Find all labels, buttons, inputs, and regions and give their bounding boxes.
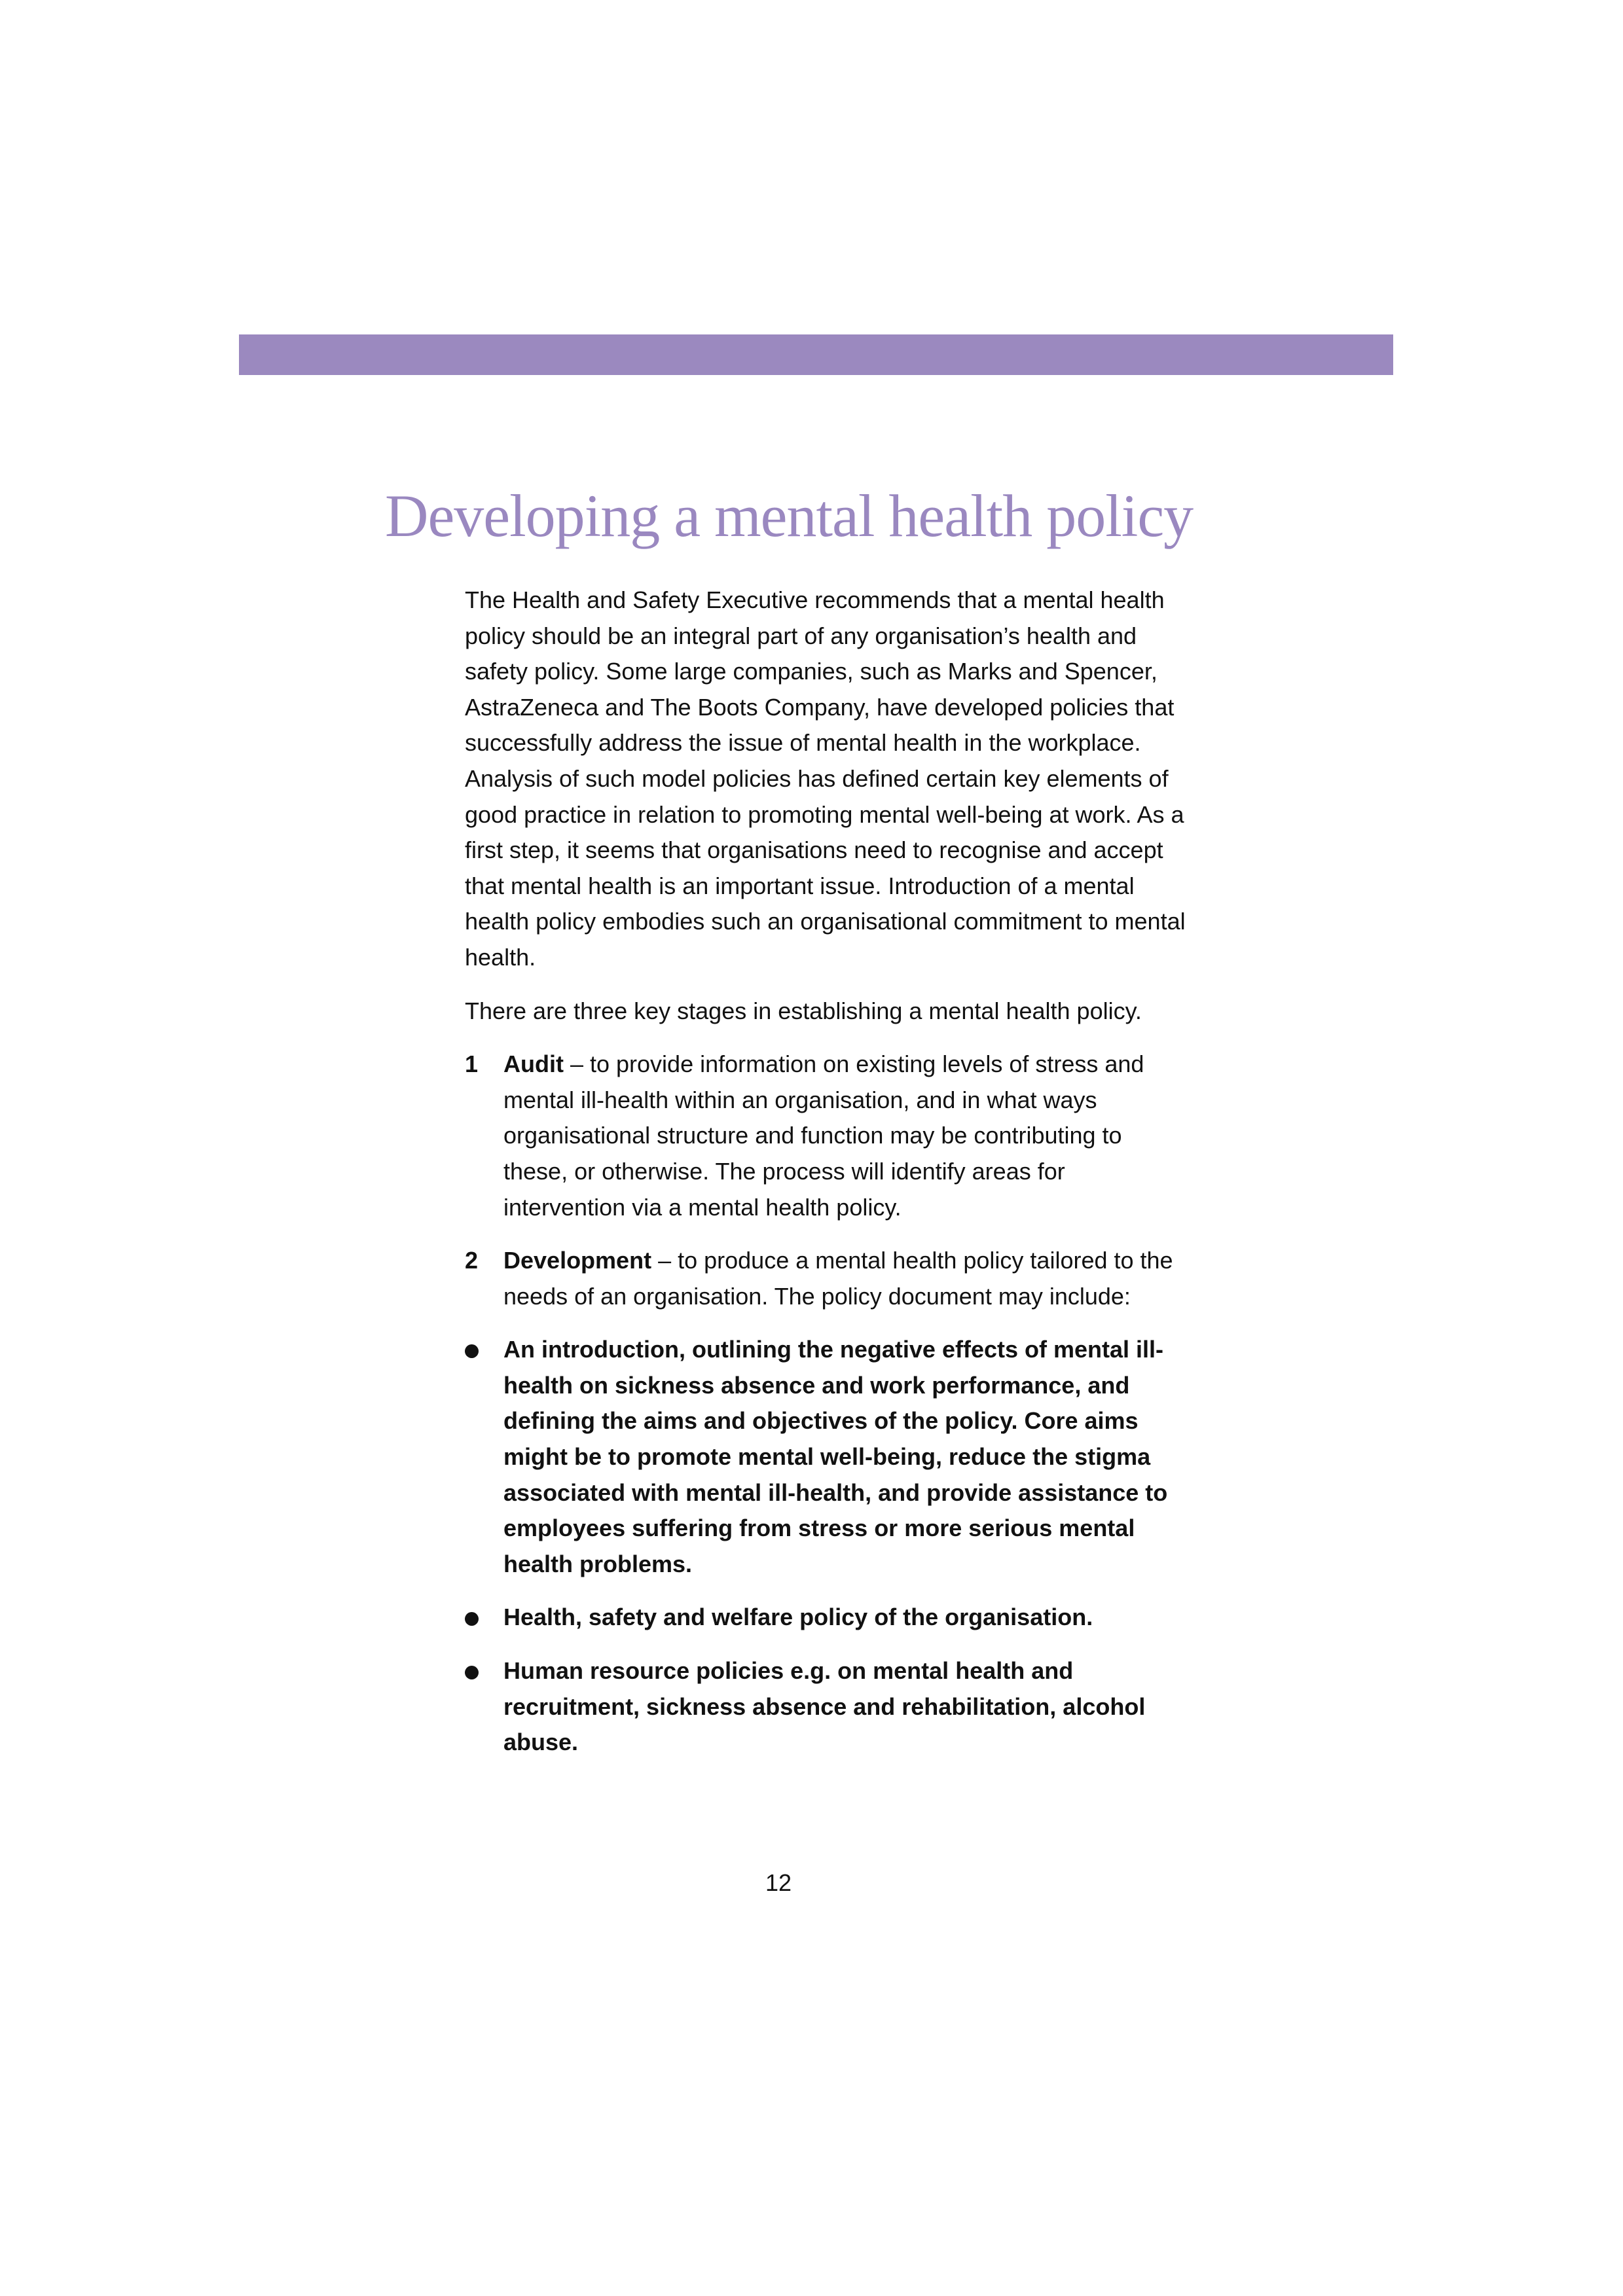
bullet-icon xyxy=(465,1344,479,1358)
stages-intro-paragraph: There are three key stages in establishing a mental health policy. xyxy=(465,997,1142,1024)
bullet-text: Health, safety and welfare policy of the organisation. xyxy=(503,1604,1093,1631)
page-number: 12 xyxy=(765,1869,792,1896)
stages-list xyxy=(465,1047,1192,1314)
stage-number: 2 xyxy=(465,1247,479,1274)
stage-item xyxy=(465,1047,1192,1225)
bullet-icon xyxy=(465,1612,479,1626)
main-content xyxy=(465,583,1192,1778)
policy-contents-list xyxy=(465,1332,1192,1761)
stage-term: Audit xyxy=(503,1050,564,1078)
bullet-icon xyxy=(465,1666,479,1679)
bullet-item xyxy=(465,1653,1192,1761)
page-title: Developing a mental health policy xyxy=(385,482,1194,549)
bullet-item xyxy=(465,1600,1192,1636)
stage-description: – to provide information on existing levels of stress and mental ill-health within an organisation, and in what ways organisational structure and function may be contributing to these, or otherwise. The process will identify areas for intervention via a mental health policy. xyxy=(503,1050,1144,1221)
bullet-item xyxy=(465,1332,1192,1582)
header-band xyxy=(239,334,1393,375)
stage-number: 1 xyxy=(465,1050,479,1078)
stage-term: Development xyxy=(503,1247,652,1274)
intro-paragraph: The Health and Safety Executive recommends that a mental health policy should be an integral part of any organisation’s health and safety policy. Some large companies, such as Marks and Spencer, AstraZeneca and The Boots Company, have developed policies that successfully address the issue of mental health in the workplace. Analysis of such model policies has defined certain key elements of good practice in relation to promoting mental well-being at work. As a first step, it seems that organisations need to recognise and accept that mental health is an important issue. Introduction of a mental health policy embodies such an organisational commitment to mental health. xyxy=(465,586,1186,971)
bullet-text: An introduction, outlining the negative effects of mental ill-health on sickness absence and work performance, and defining the aims and objectives of the policy. Core aims might be to promote mental well-being, reduce the stigma associated with mental ill-health, and provide assistance to employees suffering from stress or more serious mental health problems. xyxy=(503,1336,1168,1577)
stage-description: – to produce a mental health policy tailored to the needs of an organisation. The policy document may include: xyxy=(503,1247,1173,1310)
stage-item xyxy=(465,1243,1192,1314)
bullet-text: Human resource policies e.g. on mental health and recruitment, sickness absence and rehabilitation, alcohol abuse. xyxy=(503,1657,1146,1756)
